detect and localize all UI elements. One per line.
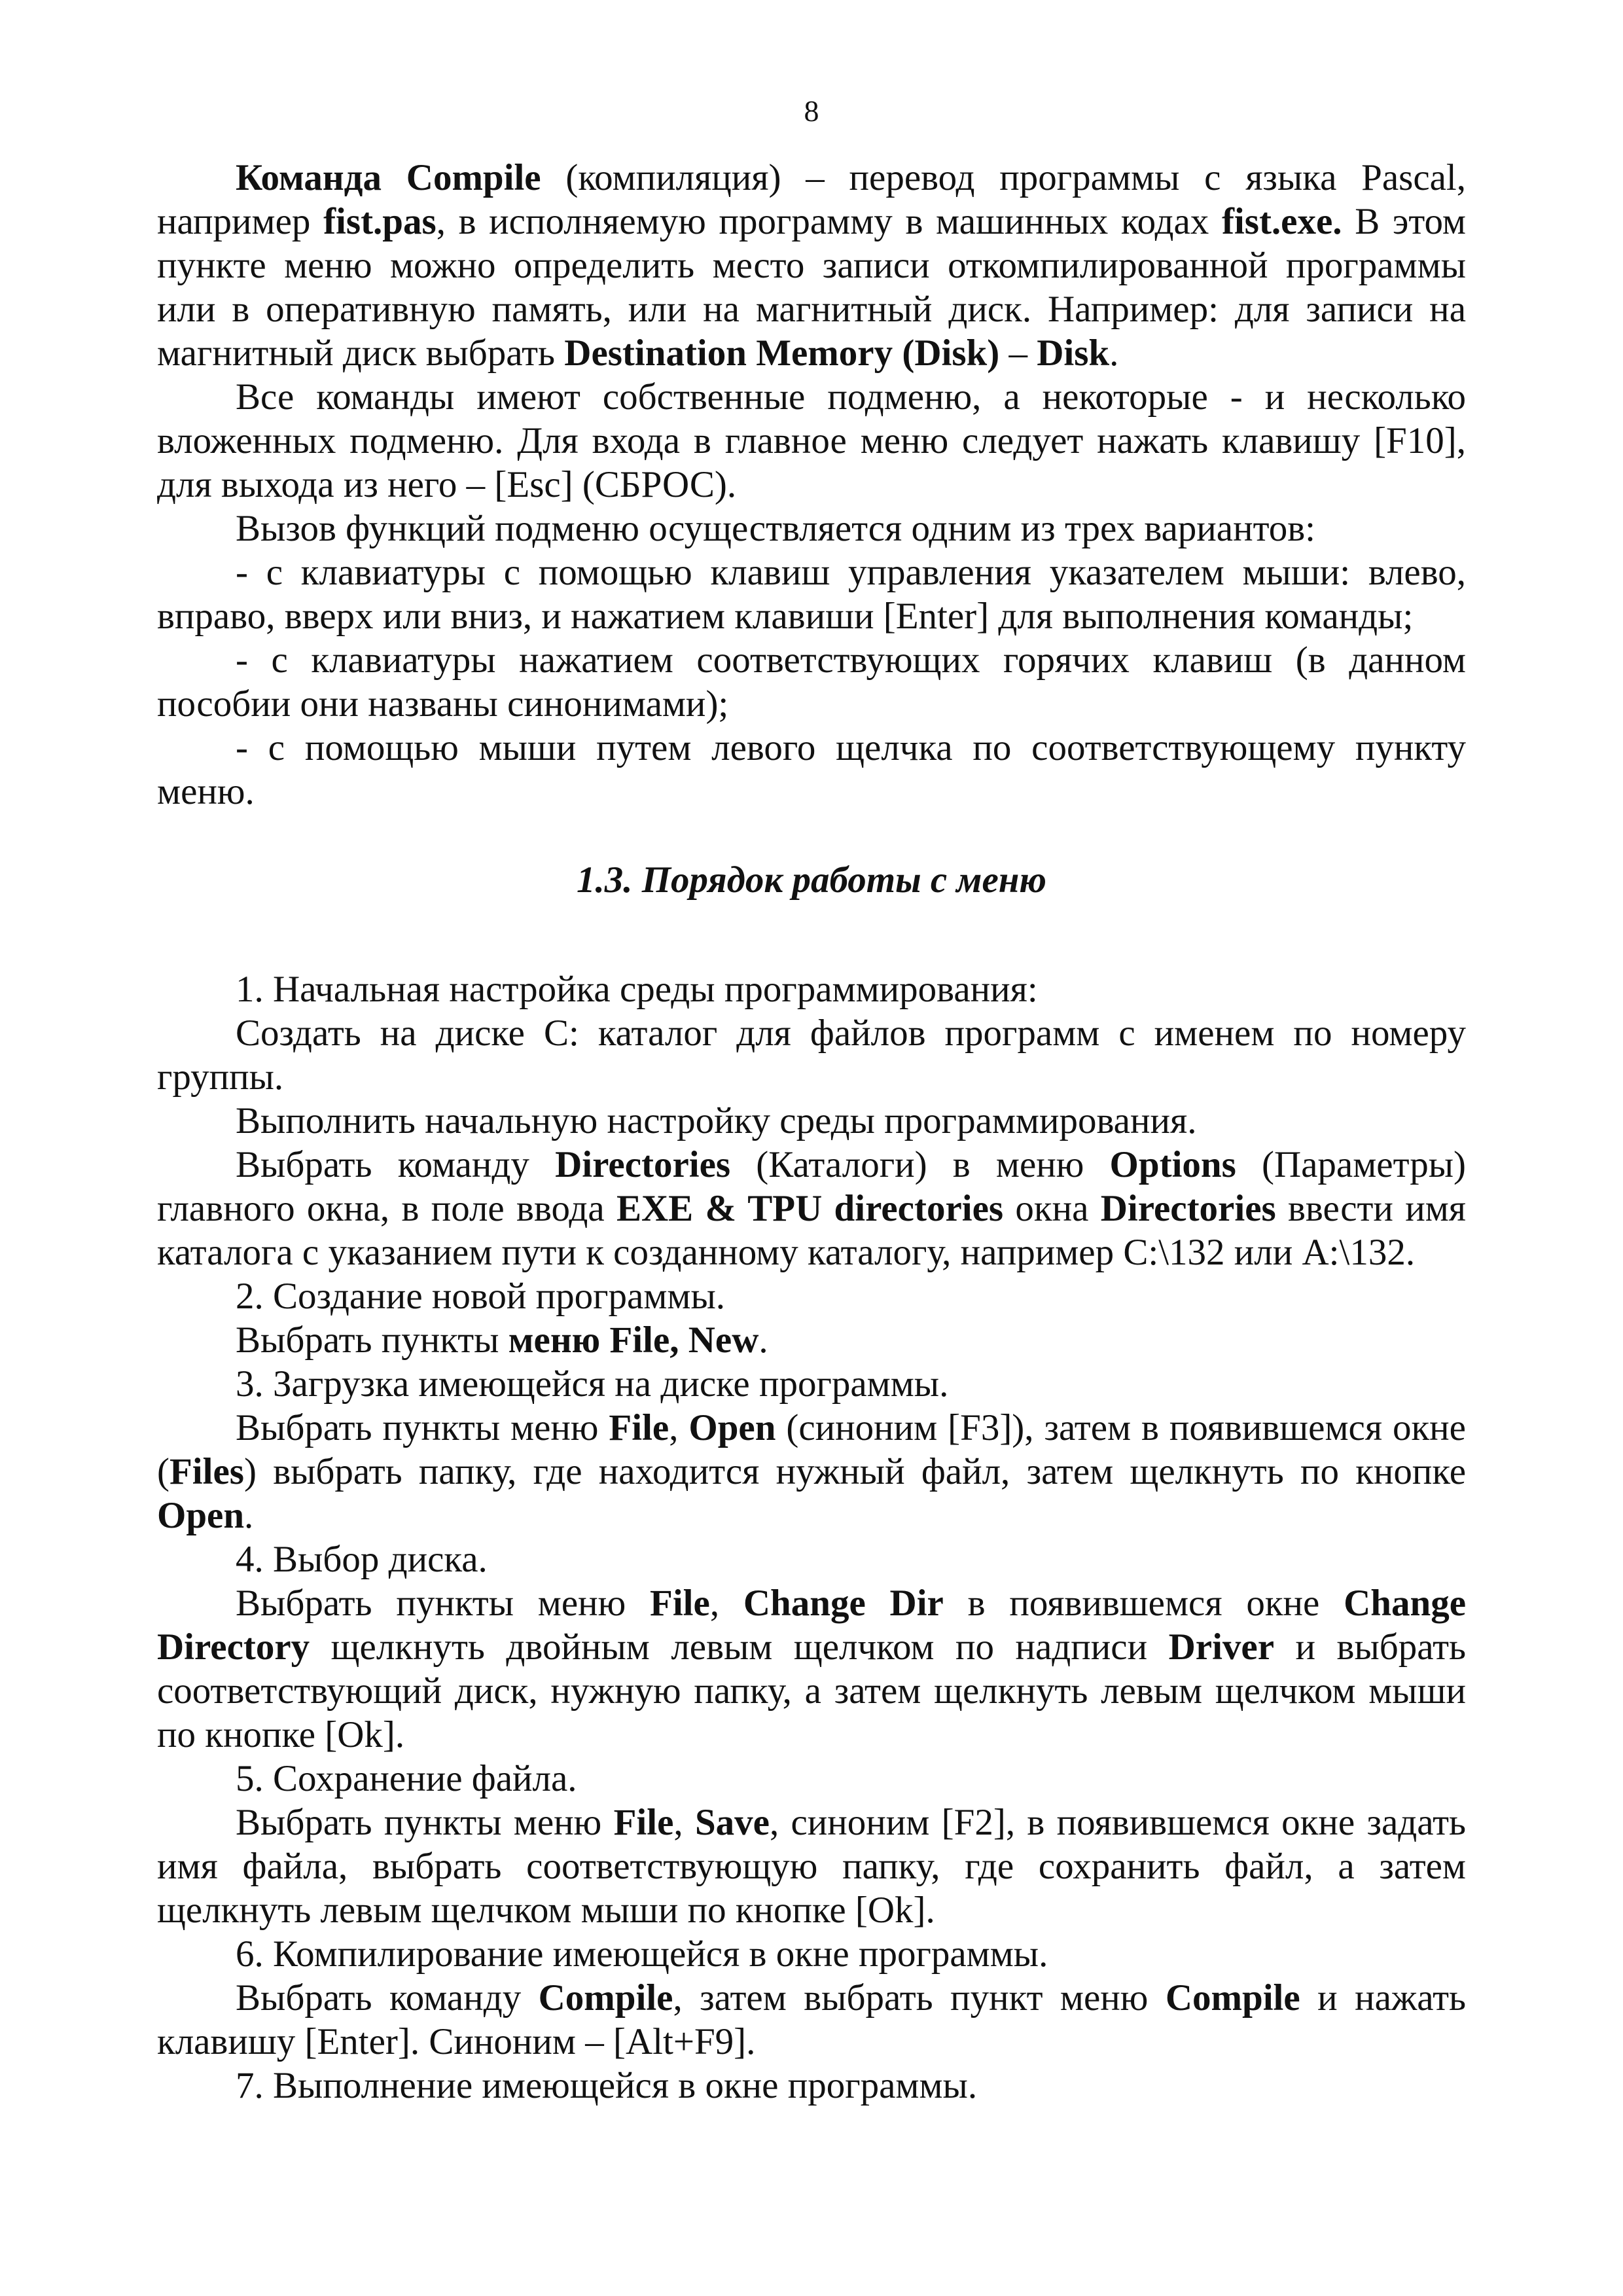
step-2-title: 2. Создание новой программы. [236, 1276, 726, 1317]
step-3-text: Выбрать пункты меню File, Open (синоним [F3]), затем в появившемся окне (Files) выбрать папку, где находится нужный файл, затем щелкнуть по кнопке Open. [157, 1407, 1466, 1536]
step-1-text-setup: Выполнить начальную настройку среды программирования. [236, 1100, 1197, 1141]
paragraph-call-variants: Вызов функций подменю осуществляется одним из трех вариантов: [236, 508, 1316, 549]
step-6-text: Выбрать команду Compile, затем выбрать пункт меню Compile и нажать клавишу [Enter]. Синоним – [Alt+F9]. [157, 1977, 1466, 2062]
term-compile-command: Команда Compile [236, 157, 541, 198]
step-3-title: 3. Загрузка имеющейся на диске программы. [236, 1363, 949, 1405]
step-2-text: Выбрать пункты меню File, New. [236, 1319, 768, 1361]
step-7-title: 7. Выполнение имеющейся в окне программы. [236, 2065, 978, 2106]
step-5-text: Выбрать пункты меню File, Save, синоним [F2], в появившемся окне задать имя файла, выбрать соответствующую папку, где сохранить файл, а затем щелкнуть левым щелчком мыши по кнопке [Ok]. [157, 1802, 1467, 1931]
paragraph-variant-arrows: - с клавиатуры с помощью клавиш управления указателем мыши: влево, вправо, вверх или вниз, и нажатием клавиши [Enter] для выполнения команды; [157, 552, 1466, 637]
paragraph-compile-command: Команда Compile (компиляция) – перевод программы с языка Pascal, например fist.pas, в исполняемую программу в машинных кодах fist.exe. В этом пункте меню можно определить место записи откомпилированной программы или в оперативную память, или на магнитный диск. Например: для записи на магнитный диск выбрать Destination Memory (Disk) – Disk. [157, 157, 1467, 374]
paragraph-variant-hotkeys: - с клавиатуры нажатием соответствующих горячих клавиш (в данном пособии они названы синонимами); [157, 639, 1466, 725]
page-number: 8 [804, 94, 819, 128]
step-6-title: 6. Компилирование имеющейся в окне программы. [236, 1933, 1048, 1975]
paragraph-variant-mouse: - с помощью мыши путем левого щелчка по соответствующему пункту меню. [157, 727, 1466, 812]
step-4-text: Выбрать пункты меню File, Change Dir в появившемся окне Change Directory щелкнуть двойным левым щелчком по надписи Driver и выбрать соответствующий диск, нужную папку, а затем щелкнуть левым щелчком мыши по кнопке [Ok]. [157, 1583, 1467, 1755]
step-1-text-directories: Выбрать команду Directories (Каталоги) в меню Options (Параметры) главного окна, в поле ввода EXE & TPU directories окна Directories ввести имя каталога с указанием пути к созданному каталогу, например С:\132 или А:\132. [157, 1144, 1467, 1273]
step-4-title: 4. Выбор диска. [236, 1539, 488, 1580]
section-heading: 1.3. Порядок работы с меню [576, 859, 1047, 901]
step-1-text-create-folder: Создать на диске С: каталог для файлов программ с именем по номеру группы. [157, 1013, 1466, 1098]
step-5-title: 5. Сохранение файла. [236, 1758, 577, 1799]
step-1-title: 1. Начальная настройка среды программирования: [236, 969, 1038, 1010]
paragraph-submenus: Все команды имеют собственные подменю, а некоторые - и несколько вложенных подменю. Для входа в главное меню следует нажать клавишу [F10], для выхода из него – [Esc] (СБРОС). [157, 376, 1466, 505]
document-page [157, 92, 1466, 2108]
